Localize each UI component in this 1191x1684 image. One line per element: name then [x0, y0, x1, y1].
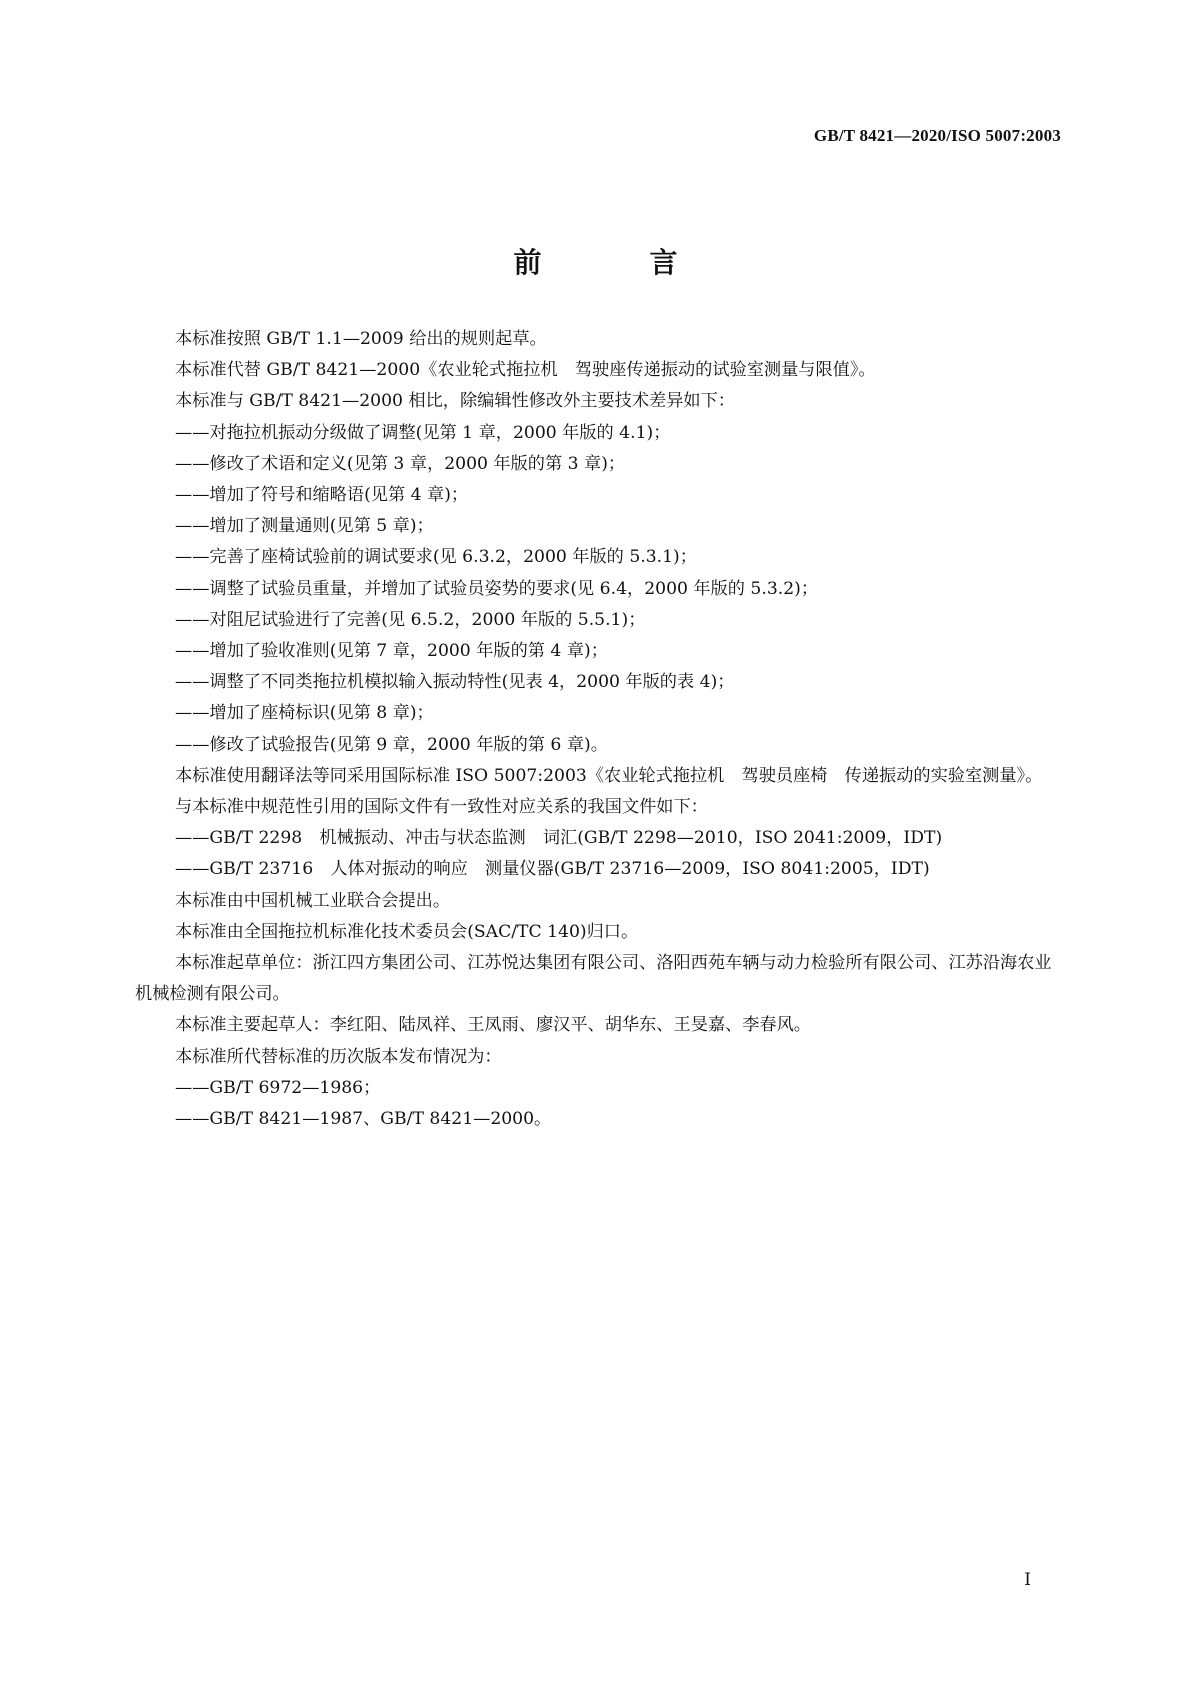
list-item: ——修改了试验报告(见第 9 章，2000 年版的第 6 章)。: [175, 734, 608, 755]
paragraph: 本标准由中国机械工业联合会提出。: [175, 890, 451, 911]
list-item: ——GB/T 6972—1986；: [175, 1077, 381, 1098]
paragraph: 本标准由全国拖拉机标准化技术委员会(SAC/TC 140)归口。: [175, 921, 639, 942]
list-item: ——调整了试验员重量，并增加了试验员姿势的要求(见 6.4，2000 年版的 5.3.2)；: [175, 578, 819, 599]
paragraph: 本标准代替 GB/T 8421—2000《农业轮式拖拉机 驾驶座传递振动的试验室测量与限值》。: [175, 360, 876, 381]
list-item: ——调整了不同类拖拉机模拟输入振动特性(见表 4，2000 年版的表 4)；: [175, 672, 735, 693]
list-item: ——完善了座椅试验前的调试要求(见 6.3.2，2000 年版的 5.3.1)；: [175, 547, 697, 568]
list-item: ——GB/T 23716 人体对振动的响应 测量仪器(GB/T 23716—2009，ISO 8041:2005，IDT): [175, 859, 930, 880]
paragraph: 与本标准中规范性引用的国际文件有一致性对应关系的我国文件如下：: [175, 797, 708, 818]
list-item: ——增加了验收准则(见第 7 章，2000 年版的第 4 章)；: [175, 641, 608, 662]
paragraph: 本标准所代替标准的历次版本发布情况为：: [175, 1046, 502, 1067]
list-item: ——增加了测量通则(见第 5 章)；: [175, 516, 434, 537]
list-item: ——修改了术语和定义(见第 3 章，2000 年版的第 3 章)；: [175, 453, 626, 474]
paragraph: 本标准主要起草人：李红阳、陆凤祥、王凤雨、廖汉平、胡华东、王旻嘉、李春风。: [175, 1015, 811, 1036]
preface-body: [135, 324, 1057, 1135]
page-number: I: [1024, 1570, 1031, 1590]
paragraph: 本标准按照 GB/T 1.1—2009 给出的规则起草。: [175, 329, 547, 349]
page-title: 前 言: [513, 245, 718, 279]
paragraph: 本标准与 GB/T 8421—2000 相比，除编辑性修改外主要技术差异如下：: [175, 391, 735, 412]
standard-code: GB/T 8421—2020/ISO 5007:2003: [813, 126, 1061, 145]
list-item: ——对拖拉机振动分级做了调整(见第 1 章，2000 年版的 4.1)；: [175, 422, 671, 443]
list-item: ——增加了座椅标识(见第 8 章)；: [175, 703, 434, 724]
paragraph: 本标准使用翻译法等同采用国际标准 ISO 5007:2003《农业轮式拖拉机 驾驶员座椅 传递振动的实验室测量》。: [175, 765, 1043, 786]
list-item: ——增加了符号和缩略语(见第 4 章)；: [175, 485, 469, 506]
list-item: ——对阻尼试验进行了完善(见 6.5.2，2000 年版的 5.5.1)；: [175, 609, 646, 630]
paragraph: 本标准起草单位：浙江四方集团公司、江苏悦达集团有限公司、洛阳西苑车辆与动力检验所有限公司、江苏沿海农业机械检测有限公司。: [135, 953, 1052, 1005]
list-item: ——GB/T 8421—1987、GB/T 8421—2000。: [175, 1109, 552, 1130]
list-item: ——GB/T 2298 机械振动、冲击与状态监测 词汇(GB/T 2298—2010，ISO 2041:2009，IDT): [175, 828, 943, 849]
